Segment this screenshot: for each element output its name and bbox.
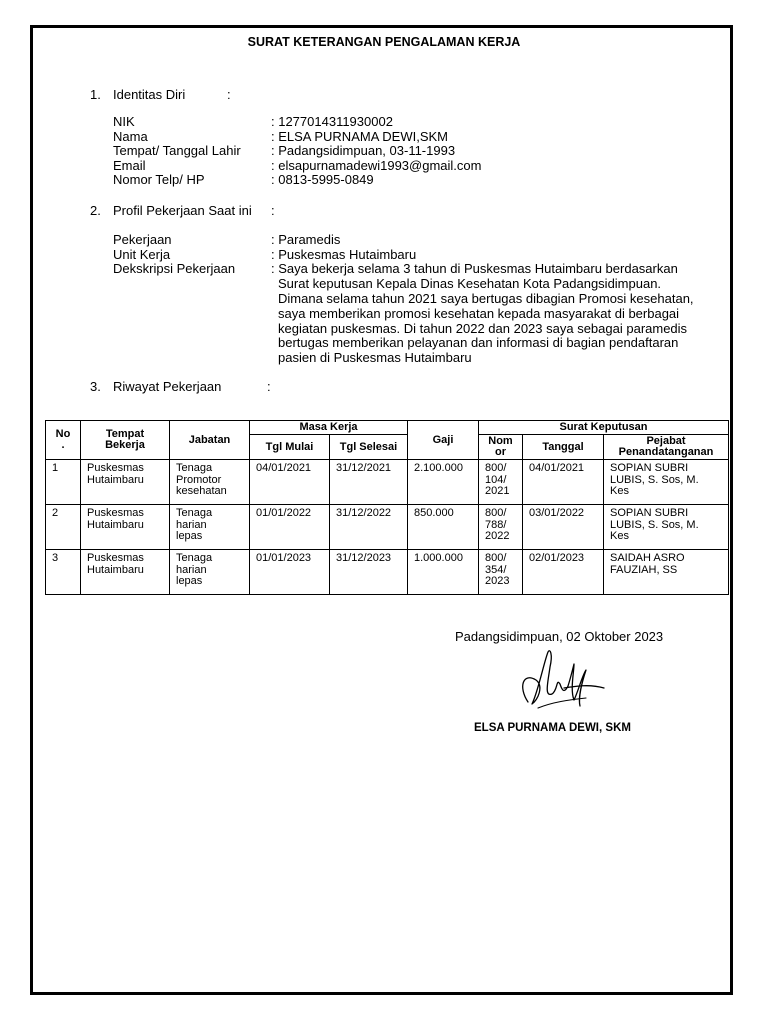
- cell-gaji: 850.000: [408, 505, 479, 550]
- work-history-table: [45, 420, 729, 595]
- cell-tanggal: 03/01/2022: [523, 505, 604, 550]
- signature: [508, 642, 608, 722]
- cell-tgl-mulai: 01/01/2022: [250, 505, 330, 550]
- cell-gaji: 1.000.000: [408, 550, 479, 595]
- cell-tgl-selesai: 31/12/2021: [330, 460, 408, 505]
- header-pejabat: Pejabat Penandatanganan: [604, 435, 729, 460]
- cell-pejabat: SOPIAN SUBRI LUBIS, S. Sos, M. Kes: [604, 505, 729, 550]
- cell-pejabat: SAIDAH ASRO FAUZIAH, SS: [604, 550, 729, 595]
- cell-tgl-mulai: 04/01/2021: [250, 460, 330, 505]
- cell-no: 1: [46, 460, 81, 505]
- section-label: Profil Pekerjaan Saat ini: [113, 203, 252, 218]
- cell-jabatan: Tenaga harian lepas: [170, 550, 250, 595]
- header-surat-keputusan: Surat Keputusan: [479, 421, 729, 435]
- header-jabatan: Jabatan: [170, 421, 250, 460]
- cell-gaji: 2.100.000: [408, 460, 479, 505]
- header-tanggal: Tanggal: [523, 435, 604, 460]
- cell-nomor: 800/ 104/ 2021: [479, 460, 523, 505]
- document-title: SURAT KETERANGAN PENGALAMAN KERJA: [247, 35, 521, 49]
- table-row: [46, 460, 729, 505]
- header-tgl-selesai: Tgl Selesai: [330, 435, 408, 460]
- cell-nomor: 800/ 788/ 2022: [479, 505, 523, 550]
- cell-jabatan: Tenaga harian lepas: [170, 505, 250, 550]
- cell-tanggal: 04/01/2021: [523, 460, 604, 505]
- section-colon: :: [267, 379, 271, 394]
- section-number: 1.: [90, 87, 101, 102]
- cell-tempat: Puskesmas Hutaimbaru: [81, 550, 170, 595]
- description-line: Surat keputusan Kepala Dinas Kesehatan Kota Padangsidimpuan.: [278, 275, 662, 291]
- job-description: [271, 262, 731, 366]
- description-line: : Saya bekerja selama 3 tahun di Puskesmas Hutaimbaru berdasarkan: [271, 261, 678, 276]
- section-colon: :: [271, 203, 275, 218]
- signer-name: ELSA PURNAMA DEWI, SKM: [474, 722, 631, 734]
- place-date: Padangsidimpuan, 02 Oktober 2023: [455, 629, 664, 644]
- description-line: pasien di Puskesmas Hutaimbaru: [278, 350, 472, 366]
- section-number: 2.: [90, 203, 101, 218]
- header-masa-kerja: Masa Kerja: [250, 421, 408, 435]
- description-line: kegiatan puskesmas. Di tahun 2022 dan 2023 saya sebagai paramedis: [278, 320, 688, 336]
- section-colon: :: [227, 87, 231, 102]
- section-label: Riwayat Pekerjaan: [113, 379, 222, 394]
- cell-tgl-mulai: 01/01/2023: [250, 550, 330, 595]
- header-no: No .: [46, 421, 81, 460]
- cell-tempat: Puskesmas Hutaimbaru: [81, 460, 170, 505]
- cell-pejabat: SOPIAN SUBRI LUBIS, S. Sos, M. Kes: [604, 460, 729, 505]
- section-label: Identitas Diri: [113, 87, 186, 102]
- description-line: saya memberikan promosi kesehatan kepada masyarakat di berbagai: [278, 305, 680, 321]
- table-row: [46, 505, 729, 550]
- cell-tanggal: 02/01/2023: [523, 550, 604, 595]
- header-tempat: Tempat Bekerja: [81, 421, 170, 460]
- table-header-row: [46, 421, 729, 435]
- cell-nomor: 800/ 354/ 2023: [479, 550, 523, 595]
- section-number: 3.: [90, 379, 101, 394]
- cell-jabatan: Tenaga Promotor kesehatan: [170, 460, 250, 505]
- header-tgl-mulai: Tgl Mulai: [250, 435, 330, 460]
- cell-tempat: Puskesmas Hutaimbaru: [81, 505, 170, 550]
- header-nomor: Nom or: [479, 435, 523, 460]
- cell-tgl-selesai: 31/12/2023: [330, 550, 408, 595]
- description-line: Dimana selama tahun 2021 saya bertugas dibagian Promosi kesehatan,: [278, 290, 694, 306]
- cell-tgl-selesai: 31/12/2022: [330, 505, 408, 550]
- header-gaji: Gaji: [408, 421, 479, 460]
- cell-no: 3: [46, 550, 81, 595]
- description-line: bertugas memberikan pelayanan dan informasi di bagian pendaftaran: [278, 335, 679, 351]
- table-row: [46, 550, 729, 595]
- cell-no: 2: [46, 505, 81, 550]
